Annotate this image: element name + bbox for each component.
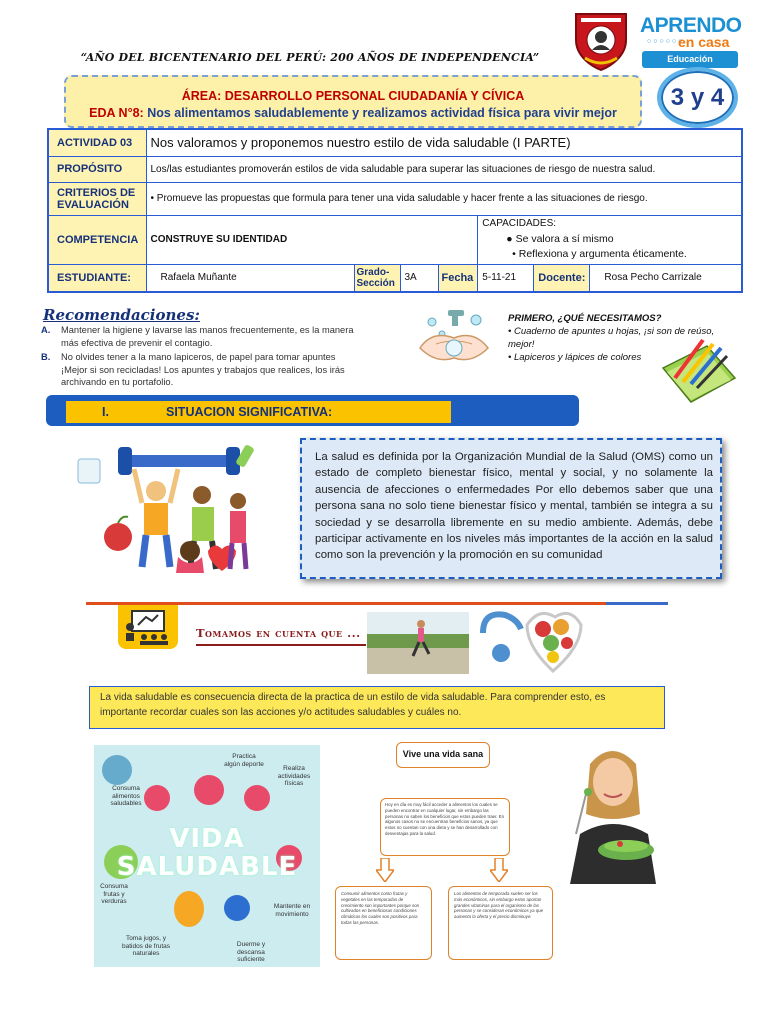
actividad-value: Nos valoramos y proponemos nuestro estilo de vida saludable (I PARTE)	[146, 129, 742, 156]
recomendaciones-list	[41, 324, 363, 391]
hand-washing-image	[412, 308, 496, 366]
actividad-label: ACTIVIDAD 03	[48, 129, 146, 156]
arrow-down-icon	[490, 858, 508, 882]
aprendo-en-casa-logo	[640, 14, 740, 72]
vida-saludable-title: VIDA SALUDABLE	[116, 824, 298, 882]
criterios-label: CRITERIOS DE EVALUACIÓN	[48, 182, 146, 215]
estudiante-label: ESTUDIANTE:	[48, 264, 146, 292]
vs-label: Duerme y descansa suficiente	[236, 941, 266, 963]
needs-title: PRIMERO, ¿QUÉ NECESITAMOS?	[508, 313, 662, 324]
logo-subtitle: en casa	[678, 34, 730, 50]
docente-label: Docente:	[534, 264, 590, 292]
estudiante-value: Rafaela Muñante	[146, 264, 354, 292]
activity-info-table	[47, 128, 743, 293]
dumbbell-icon	[244, 785, 270, 811]
grado-label: Grado-Sección	[354, 264, 400, 292]
section-number: I.	[102, 405, 109, 419]
section-header-bar	[46, 395, 579, 426]
tomamos-en-cuenta-title: Tomamos en cuenta que ...	[196, 626, 361, 640]
recomendacion-item: B. No olvides tener a la mano lapiceros, de papel para tomar apuntes ¡Mejor si son recicladas! Los apuntes y trabajos que realices, los irás archivando en tu portafolio.	[41, 352, 345, 387]
situacion-significativa-textbox	[300, 438, 722, 579]
vida-saludable-graphic	[94, 745, 320, 967]
competencia-label: COMPETENCIA	[48, 215, 146, 264]
capacidades-label: CAPACIDADES:	[482, 217, 557, 229]
vida-sana-paragraph: Hoy en día es muy fácil acceder a alimentos los cuales se pueden encontrar en cualquier lugar, sin embargo las personas no saben los beneficios que estos pueden traer. En algunos casos no se encuentran beneficios sanos, ya que estos no cuentan con una dieta y se han desarrollado con desventajas para la salud.	[380, 798, 510, 856]
vs-icon-alimentos	[102, 755, 132, 785]
docente-value: Rosa Pecho Carrizale	[590, 264, 742, 292]
vida-saludable-explanation: La vida saludable es consecuencia directa de la practica de un estilo de vida saludable. Para comprender esto, es importante recordar cuales son las acciones y/o actitudes saludables y cuáles no.	[89, 686, 665, 729]
fitness-family-illustration	[74, 445, 274, 577]
eda-line	[66, 106, 640, 120]
logo-dots: ○○○○○○	[647, 38, 685, 45]
oms-definition-text: La salud es definida por la Organización Mundial de la Salud (OMS) como un estado de completo bienestar físico, mental y social, y no solamente la ausencia de afecciones o enfermedades Por ello debemos saber que una persona sana no solo tiene bienestar físico y mental, también se integra a su sociedad y se desarrolla libremente en su medio ambiente. Además, debe participar activamente en los niveles más importantes de la acción en la salud como son la prevención y la promoción en su comunidad	[315, 451, 713, 562]
recomendaciones-title: Recomendaciones:	[43, 306, 200, 324]
recomendacion-item: A. Mantener la higiene y lavarse las manos frecuentemente, es la manera más efectiva de prevenir el contagio.	[41, 325, 354, 348]
school-shield-logo	[571, 10, 631, 72]
vs-label: Consuma alimentos saludables	[110, 785, 142, 807]
section-title: SITUACION SIGNIFICATIVA:	[166, 405, 333, 419]
capacidades-cell	[478, 215, 742, 264]
proposito-value: Los/las estudiantes promoverán estilos de vida saludable para superar las situaciones de riesgo de nuestra salud.	[146, 156, 742, 182]
temporada-box-right: Los alimentos de temporada suelen ser los más económicos, sin embargo estos aportan grandes vitaminas para el organismo de las personas y se consideran económicos ya que aumenta la oferta y el precio disminuye.	[448, 886, 553, 960]
school-supplies-image	[657, 338, 739, 408]
moon-icon	[224, 895, 250, 921]
needs-item: • Cuaderno de apuntes u hojas, ¡si son de reúso, mejor!	[508, 326, 715, 350]
logo-band: Educación	[642, 51, 738, 68]
grado-value: 3A	[400, 264, 438, 292]
arrow-down-icon	[376, 858, 394, 882]
criterios-value: • Promueve las propuestas que formula para tener una vida saludable y hacer frente a las situaciones de riesgo.	[146, 182, 742, 215]
juice-icon	[174, 891, 204, 927]
heart-and-healthy-food-image	[471, 607, 583, 675]
vs-label: Realiza actividades físicas	[277, 765, 311, 787]
presentation-icon	[118, 605, 178, 649]
runner-photo	[367, 612, 469, 674]
capacidad-item: ● Se valora a sí mismo	[506, 232, 614, 245]
vs-label: Practica algún deporte	[224, 753, 264, 768]
top-stripe-accent	[606, 602, 668, 605]
eda-title: Nos alimentamos saludablemente y realizamos actividad física para vivir mejor	[147, 106, 617, 120]
eda-label: EDA N°8:	[89, 106, 144, 120]
proposito-label: PROPÓSITO	[48, 156, 146, 182]
vida-saludable-infographic	[86, 602, 668, 967]
title-underline	[196, 644, 366, 646]
vs-label: Mantente en movimiento	[273, 903, 311, 918]
competencia-value: CONSTRUYE SU IDENTIDAD	[146, 215, 478, 264]
vive-una-vida-sana-box: Vive una vida sana	[396, 742, 490, 768]
fecha-value: 5-11-21	[478, 264, 534, 292]
area-title: ÁREA: DESARROLLO PERSONAL CIUDADANÍA Y CÍVICA	[181, 89, 525, 103]
woman-eating-salad-photo	[556, 734, 668, 884]
section-header	[66, 401, 451, 423]
capacidad-item: • Reflexiona y argumenta éticamente.	[506, 247, 687, 260]
motto-header: “AÑO DEL BICENTENARIO DEL PERÚ: 200 AÑOS DE INDEPENDENCIA”	[80, 51, 540, 64]
area-banner	[64, 75, 642, 128]
needs-item: • Lapiceros y lápices de colores	[508, 352, 642, 363]
vs-label: Consuma frutas y verduras	[100, 883, 128, 905]
temporada-box-left: Consumir alimentos como frutas y vegetales en las temporadas de crecimiento son importantes porque son cultivados en beneficiosas condiciones climáticas los cuales son positivos para todas las personas.	[335, 886, 432, 960]
grade-badge: 3 y 4	[657, 67, 738, 128]
fecha-label: Fecha	[438, 264, 478, 292]
logo-title: APRENDO	[640, 14, 742, 37]
bike-icon	[194, 775, 224, 805]
vs-label: Toma jugos, y batidos de frutas naturales	[121, 935, 171, 957]
